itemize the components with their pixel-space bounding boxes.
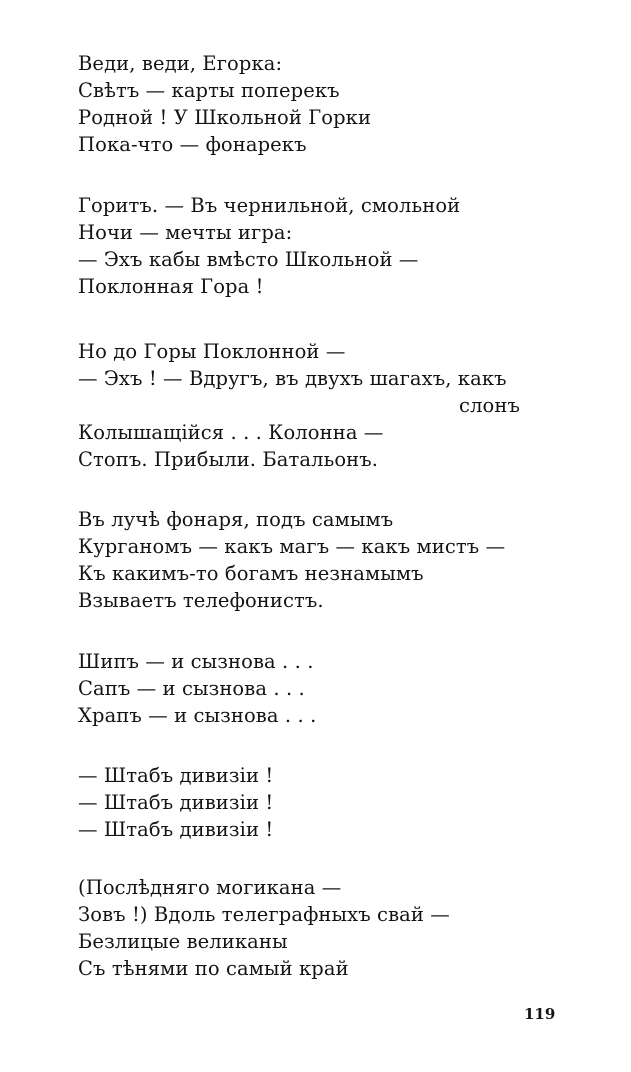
stanza-4 — [78, 506, 578, 614]
verse-line: Съ тѣнями по самый край — [78, 957, 349, 980]
verse-line: Въ лучѣ фонаря, подъ самымъ — [78, 508, 394, 531]
stanza-5 — [78, 648, 578, 729]
verse-line: Стопъ. Прибыли. Батальонъ. — [78, 448, 379, 471]
verse-line: Къ какимъ-то богамъ незнамымъ — [78, 562, 424, 585]
verse-line: Пока-что — фонарекъ — [78, 133, 307, 156]
verse-line: Безлицые великаны — [78, 930, 288, 953]
verse-line: Шипъ — и сызнова . . . — [78, 650, 314, 673]
stanza-2 — [78, 192, 578, 300]
verse-line: Курганомъ — какъ магъ — какъ мистъ — — [78, 535, 506, 558]
stanza-1 — [78, 50, 578, 158]
verse-line: (Послѣдняго могикана — — [78, 876, 342, 899]
verse-line: Храпъ — и сызнова . . . — [78, 704, 317, 727]
stanza-3 — [78, 338, 578, 473]
stanza-6 — [78, 762, 578, 843]
verse-line: — Штабъ дивизiи ! — [78, 791, 274, 814]
verse-line: — Эхъ кабы вмѣсто Школьной — — [78, 248, 419, 271]
verse-line: Родной ! У Школьной Горки — [78, 106, 372, 129]
verse-line: Поклонная Гора ! — [78, 275, 264, 298]
verse-line: Сапъ — и сызнова . . . — [78, 677, 305, 700]
verse-line: — Штабъ дивизiи ! — [78, 818, 274, 841]
verse-line: Ночи — мечты игра: — [78, 221, 293, 244]
verse-line: — Эхъ ! — Вдругъ, въ двухъ шагахъ, какъ — [78, 367, 507, 390]
verse-line: Зовъ !) Вдоль телеграфныхъ свай — — [78, 903, 450, 926]
verse-line: Взываетъ телефонистъ. — [78, 589, 324, 612]
page-number: 119 — [524, 1005, 556, 1023]
verse-line: Колышащiйся . . . Колонна — — [78, 421, 384, 444]
verse-line: Горитъ. — Въ чернильной, смольной — [78, 194, 461, 217]
verse-line: Свѣтъ — карты поперекъ — [78, 79, 340, 102]
verse-line: Но до Горы Поклонной — — [78, 340, 346, 363]
verse-line: — Штабъ дивизiи ! — [78, 764, 274, 787]
verse-line: Веди, веди, Егорка: — [78, 52, 283, 75]
stanza-7 — [78, 874, 578, 982]
verse-line-continuation: слонъ — [459, 394, 520, 417]
